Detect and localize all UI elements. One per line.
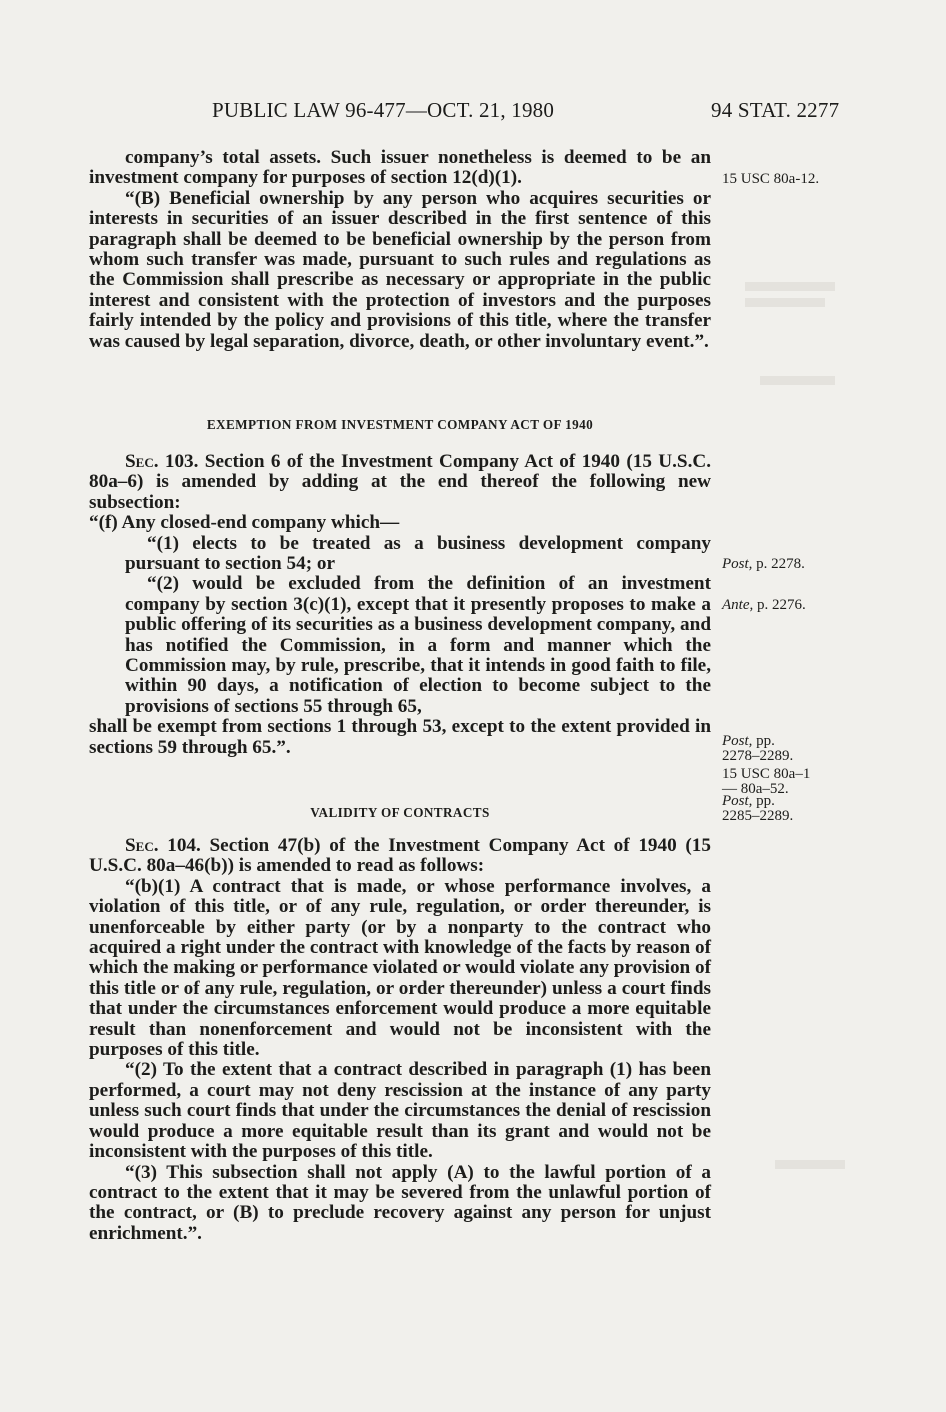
bleed-through-mark xyxy=(760,376,835,385)
margin-note-15-usc-80a-1: 15 USC 80a–1— 80a–52. xyxy=(722,766,811,797)
margin-note-ante-2276 xyxy=(722,598,842,613)
margin-note-post-2285-2289 xyxy=(722,794,812,824)
section-heading-validity: VALIDITY OF CONTRACTS xyxy=(310,805,490,820)
paragraph-b-3: “(3) This subsection shall not apply (A) to the lawful portion of a contract to the extent that it may be severed from the unlawful portion of the contract, or (B) to preclude recovery against any person for unjust enrichment.”. xyxy=(89,1161,711,1244)
margin-note-italic: Post, xyxy=(722,556,753,572)
section-103-text: Section 6 of the Investment Company Act of 1940 (15 U.S.C. 80a–6) is amended by adding at the end thereof the following new subsection: xyxy=(89,451,712,513)
text-block-3 xyxy=(89,836,711,1244)
subsection-f-1: “(1) elects to be treated as a business development company pursuant to section 54; or xyxy=(125,532,711,575)
paragraph-b-2: “(2) To the extent that a contract described in paragraph (1) has been performed, a court may not deny rescission at the instance of any party unless such court finds that under the circumstances the denial of rescission would produce a more equitable result than its grant and would not be inconsistent with the purposes of this title. xyxy=(89,1059,711,1163)
text-block-2 xyxy=(89,452,711,758)
margin-note-ref: pp. 2285–2289. xyxy=(722,793,794,824)
paragraph-continuation: company’s total assets. Such issuer nonetheless is deemed to be an investment company for purposes of section 12(d)(1). xyxy=(89,147,711,189)
margin-note-ref: p. 2278. xyxy=(752,556,805,572)
margin-note-ref: pp. 2278–2289. xyxy=(722,733,794,764)
paragraph-b: “(B) Beneficial ownership by any person who acquires securities or interests in securities of an issuer described in the first sentence of this paragraph shall be deemed to be beneficial ownership by the person from whom such transfer was made, pursuant to such rules and regulations as the Commission shall prescribe as necessary or appropriate in the public interest and consistent with the protection of investors and the purposes fairly intended by the policy and provisions of this title, where the transfer was caused by legal separation, divorce, death, or other involuntary event.”. xyxy=(89,187,711,352)
subsection-f-2: “(2) would be excluded from the definition of an investment company by section 3(c)(1), except that it presently proposes to make a public offering of its securities as a business development company, and has notified the Commission, in a form and manner which the Commission may, by rule, prescribe, that it intends in good faith to file, within 90 days, a notification of election to become subject to the provisions of sections 55 through 65, xyxy=(125,573,711,717)
section-104-text: Section 47(b) of the Investment Company Act of 1940 (15 U.S.C. 80a–46(b)) is amended to read as follows: xyxy=(89,835,711,877)
section-heading-exemption: EXEMPTION FROM INVESTMENT COMPANY ACT OF 1940 xyxy=(206,417,594,432)
margin-note-italic: Post, xyxy=(722,793,753,809)
page-header-title: PUBLIC LAW 96-477—OCT. 21, 1980 xyxy=(212,98,555,122)
section-104-label: Sec. 104. xyxy=(125,835,201,856)
subsection-f-intro: “(f) Any closed-end company which— xyxy=(89,512,400,534)
bleed-through-mark xyxy=(775,1160,845,1169)
paragraph-b-1: “(b)(1) A contract that is made, or whose performance involves, a violation of this title, or of any rule, regulation, or order thereunder, is unenforceable by either party (or by a nonparty to the contract who acquired a right under the contract with knowledge of the facts by reason of which the making or performance violated or would violate any provision of this title or of any rule, regulation, or order thereunder) unless a court finds that under the circumstances enforcement would produce a more equitable result than nonenforcement and would not be inconsistent with the purposes of this title. xyxy=(89,875,712,1061)
margin-note-ref: p. 2276. xyxy=(753,597,806,613)
margin-note-post-2278 xyxy=(722,557,842,572)
margin-note-italic: Post, xyxy=(722,733,753,749)
margin-note-italic: Ante, xyxy=(722,597,754,613)
margin-note-15-usc-80a-12: 15 USC 80a-12. xyxy=(722,171,820,187)
section-103 xyxy=(89,452,711,513)
page-header-stat: 94 STAT. 2277 xyxy=(711,98,840,122)
subsection-f-close: shall be exempt from sections 1 through 53, except to the extent provided in sections 59 through 65.”. xyxy=(89,716,711,758)
section-103-label: Sec. 103. xyxy=(125,451,199,472)
text-block-1 xyxy=(89,148,711,352)
bleed-through-mark xyxy=(745,282,835,291)
bleed-through-mark xyxy=(745,298,825,307)
section-104 xyxy=(89,836,711,877)
margin-note-post-2278-2289 xyxy=(722,734,812,764)
